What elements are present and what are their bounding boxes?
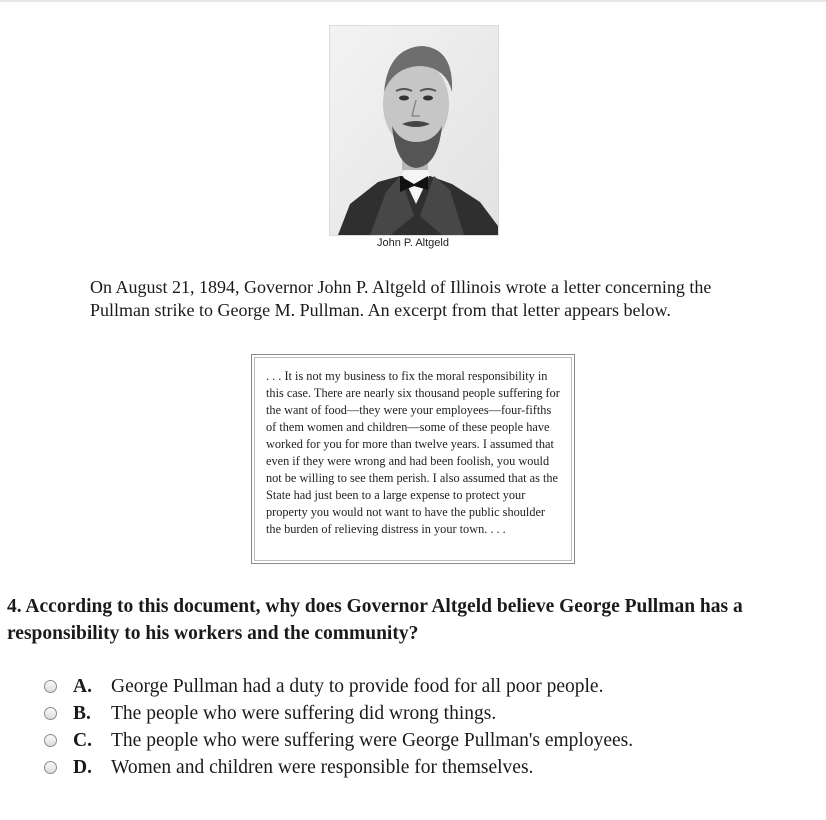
radio-button[interactable]	[44, 680, 57, 693]
portrait-photo	[329, 25, 499, 236]
choice-b[interactable]	[44, 700, 804, 727]
choice-d[interactable]	[44, 754, 804, 781]
radio-button[interactable]	[44, 761, 57, 774]
radio-button[interactable]	[44, 734, 57, 747]
answer-choices	[44, 673, 804, 781]
radio-button[interactable]	[44, 707, 57, 720]
choice-text: The people who were suffering were George Pullman's employees.	[111, 729, 634, 751]
choice-a[interactable]	[44, 673, 804, 700]
choice-text: Women and children were responsible for themselves.	[111, 756, 534, 778]
portrait-caption: John P. Altgeld	[377, 237, 449, 249]
intro-paragraph: On August 21, 1894, Governor John P. Altgeld of Illinois wrote a letter concerning the Pullman strike to George M. Pullman. An excerpt from that letter appears below.	[90, 277, 712, 320]
top-divider	[0, 0, 826, 2]
choice-c[interactable]	[44, 727, 804, 754]
choice-letter: A.	[73, 675, 92, 697]
question-text: 4. According to this document, why does Governor Altgeld believe George Pullman has a responsibility to his workers and the community?	[7, 596, 743, 644]
letter-excerpt-box	[251, 354, 575, 564]
choice-text: The people who were suffering did wrong things.	[111, 702, 497, 724]
choice-letter: B.	[73, 702, 91, 724]
choice-letter: D.	[73, 756, 92, 778]
choice-text: George Pullman had a duty to provide food for all poor people.	[111, 675, 604, 697]
choice-letter: C.	[73, 729, 92, 751]
portrait-image	[330, 26, 498, 235]
letter-excerpt-text: . . . It is not my business to fix the moral responsibility in this case. There are nearly six thousand people suffering for the want of food—they were your employees—four-fifths of them women and children—some of these people have worked for you for more than twelve years. I assumed that even if they were wrong and had been foolish, you would not be willing to see them perish. I also assumed that as the State had just been to a large expense to protect your property you would not want to have the public shoulder the burden of relieving distress in your town. . . .	[254, 357, 572, 561]
